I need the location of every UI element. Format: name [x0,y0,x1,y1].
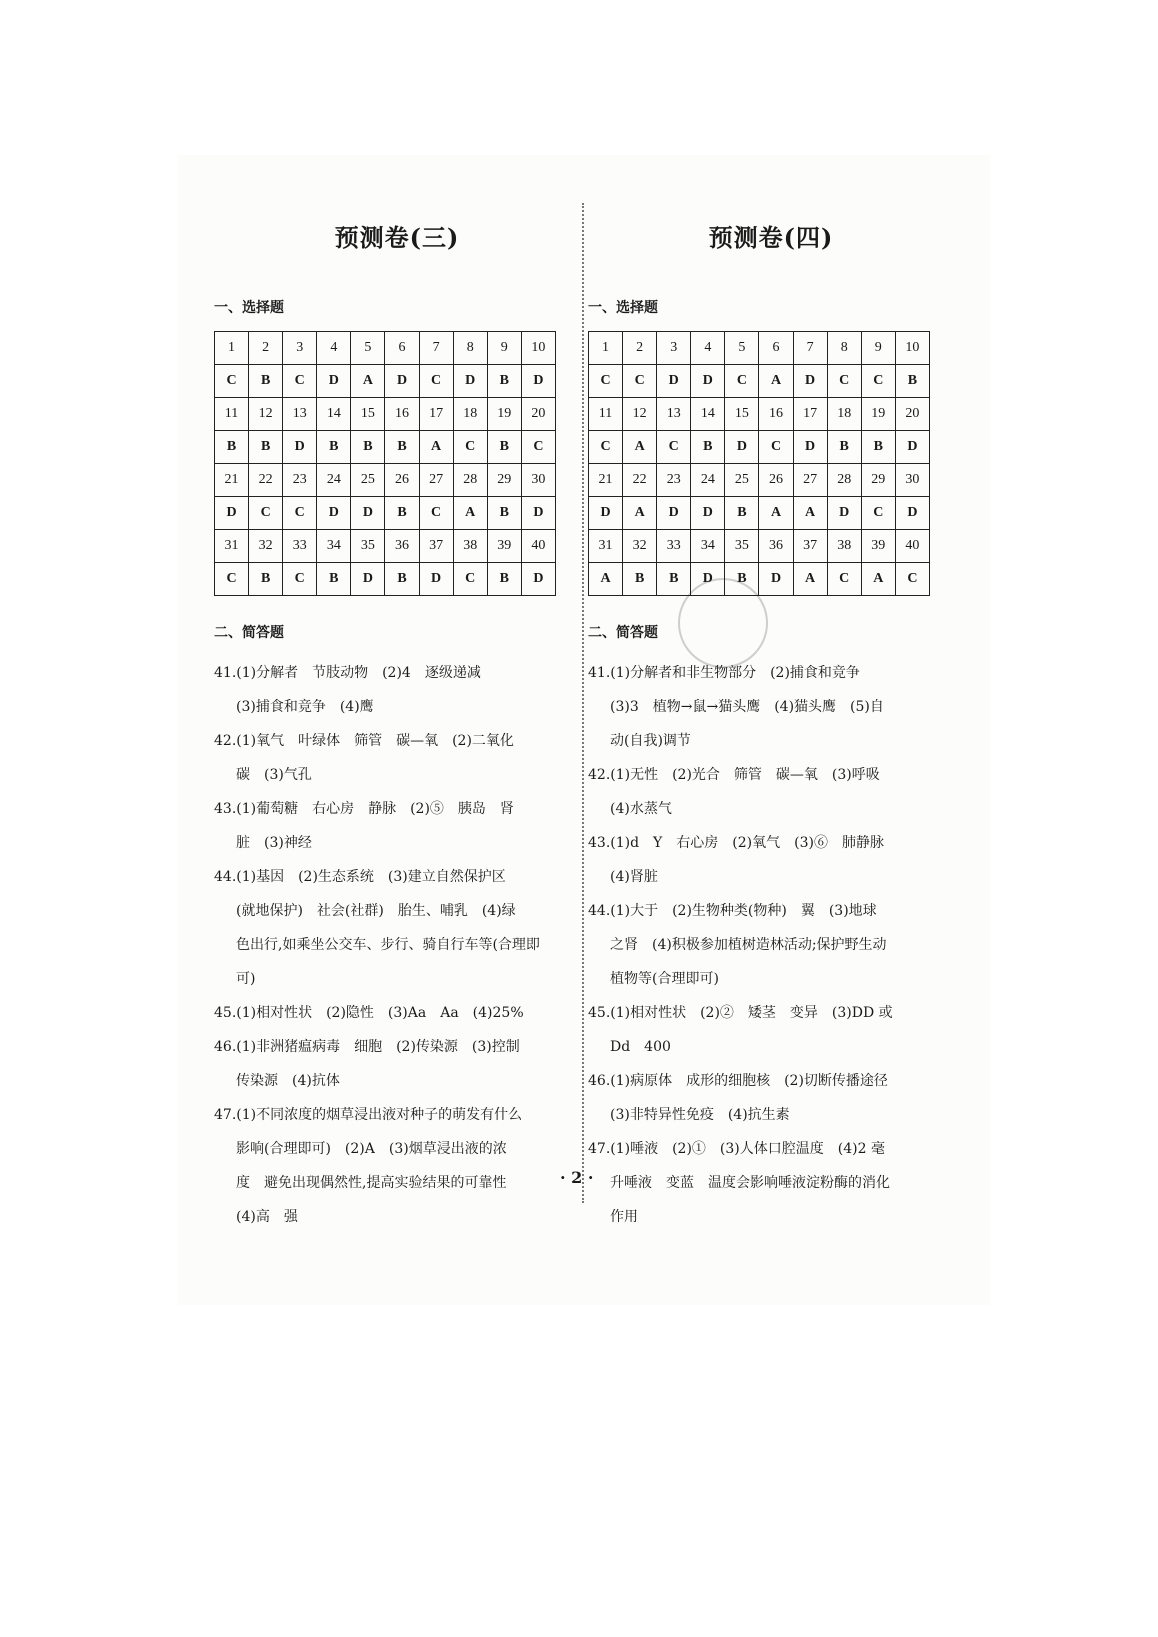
answer-cell: C [283,497,317,530]
number-cell: 36 [385,530,419,563]
number-cell: 18 [827,398,861,431]
answer-line: (就地保护) 社会(社群) 胎生、哺乳 (4)绿 [236,903,516,919]
answer-cell: D [521,365,555,398]
answer-line: 41.(1)分解者和非生物部分 (2)捕食和竞争 [588,665,860,681]
answer-cell: B [249,563,283,596]
number-cell: 27 [419,464,453,497]
number-cell: 28 [827,464,861,497]
right-answers [588,656,946,1234]
answer-line: 42.(1)无性 (2)光合 筛管 碳—氧 (3)呼吸 [588,767,880,783]
number-row [589,332,930,365]
answer-line: 度 避免出现偶然性,提高实验结果的可靠性 [236,1175,507,1191]
number-cell: 2 [623,332,657,365]
number-cell: 32 [623,530,657,563]
answer-row [215,563,556,596]
number-cell: 7 [793,332,827,365]
answer-row [215,431,556,464]
answer-cell: B [861,431,895,464]
number-cell: 6 [385,332,419,365]
number-cell: 6 [759,332,793,365]
number-cell: 24 [317,464,351,497]
page-number: · 2 · [560,1168,594,1187]
answer-cell: A [861,563,895,596]
number-cell: 40 [895,530,929,563]
number-cell: 22 [623,464,657,497]
number-cell: 30 [895,464,929,497]
number-cell: 23 [657,464,691,497]
answer-row [589,497,930,530]
answer-cell: C [623,365,657,398]
number-row [215,332,556,365]
column-divider [582,203,584,1203]
answer-line: 脏 (3)神经 [236,835,312,851]
number-cell: 8 [827,332,861,365]
answer-line: (4)高 强 [236,1209,298,1225]
number-cell: 4 [691,332,725,365]
number-cell: 24 [691,464,725,497]
number-cell: 20 [895,398,929,431]
answer-cell: D [521,563,555,596]
answer-line: 45.(1)相对性状 (2)② 矮茎 变异 (3)DD 或 [588,1005,893,1021]
answer-cell: C [215,365,249,398]
number-cell: 17 [419,398,453,431]
answer-line: 47.(1)唾液 (2)① (3)人体口腔温度 (4)2 毫 [588,1141,885,1157]
answer-row [215,497,556,530]
answer-cell: C [861,365,895,398]
number-cell: 18 [453,398,487,431]
right-title: 预测卷(四) [708,223,834,252]
answer-cell: D [895,431,929,464]
answer-cell: C [895,563,929,596]
answer-line: (3)3 植物→鼠→猫头鹰 (4)猫头鹰 (5)自 [610,699,884,715]
number-cell: 16 [385,398,419,431]
answer-cell: C [453,431,487,464]
answer-line: 传染源 (4)抗体 [236,1073,340,1089]
answer-cell: C [419,497,453,530]
number-cell: 11 [589,398,623,431]
number-cell: 10 [895,332,929,365]
number-cell: 21 [589,464,623,497]
number-cell: 14 [317,398,351,431]
number-cell: 37 [793,530,827,563]
answer-line: 43.(1)葡萄糖 右心房 静脉 (2)⑤ 胰岛 肾 [214,801,514,817]
answer-line: 42.(1)氧气 叶绿体 筛管 碳—氧 (2)二氧化 [214,733,514,749]
answer-cell: A [453,497,487,530]
answer-cell: B [215,431,249,464]
answer-item [588,996,946,1064]
answer-cell: D [521,497,555,530]
number-cell: 9 [861,332,895,365]
right-section2-heading: 二、简答题 [588,625,658,641]
answer-line: 41.(1)分解者 节肢动物 (2)4 逐级递减 [214,665,481,681]
answer-item [588,1132,946,1234]
answer-line: 44.(1)基因 (2)生态系统 (3)建立自然保护区 [214,869,506,885]
answer-line: (3)捕食和竞争 (4)鹰 [236,699,374,715]
number-cell: 22 [249,464,283,497]
answer-cell: A [793,497,827,530]
answer-line: (4)水蒸气 [610,801,672,817]
answer-cell: B [725,497,759,530]
answer-cell: C [453,563,487,596]
answer-cell: D [793,431,827,464]
answer-cell: D [385,365,419,398]
number-cell: 33 [283,530,317,563]
answer-row [589,563,930,596]
answer-item [214,996,572,1030]
left-title: 预测卷(三) [334,223,460,252]
left-column [214,218,572,1234]
answer-row [215,365,556,398]
number-cell: 15 [725,398,759,431]
number-cell: 2 [249,332,283,365]
number-cell: 28 [453,464,487,497]
answer-cell: C [589,431,623,464]
answer-item [214,1030,572,1098]
answer-cell: B [487,431,521,464]
answer-line: 46.(1)非洲猪瘟病毒 细胞 (2)传染源 (3)控制 [214,1039,520,1055]
number-cell: 16 [759,398,793,431]
answer-line: 可) [236,971,256,987]
number-cell: 36 [759,530,793,563]
answer-cell: C [827,563,861,596]
answer-item [214,656,572,724]
answer-item [588,894,946,996]
answer-line: 43.(1)d Y 右心房 (2)氧气 (3)⑥ 肺静脉 [588,835,884,851]
answer-cell: D [215,497,249,530]
right-choice-grid [588,331,930,596]
answer-cell: D [657,365,691,398]
answer-cell: D [317,365,351,398]
number-cell: 32 [249,530,283,563]
number-cell: 35 [351,530,385,563]
number-row [589,398,930,431]
answer-cell: D [351,563,385,596]
answer-cell: B [725,563,759,596]
answer-line: 47.(1)不同浓度的烟草浸出液对种子的萌发有什么 [214,1107,523,1123]
number-cell: 5 [351,332,385,365]
answer-cell: C [657,431,691,464]
answer-cell: D [725,431,759,464]
answer-cell: C [283,365,317,398]
answer-cell: D [283,431,317,464]
answer-line: 之肾 (4)积极参加植树造林活动;保护野生动 [610,937,887,953]
answer-cell: C [215,563,249,596]
number-row [215,398,556,431]
answer-cell: B [657,563,691,596]
number-cell: 3 [657,332,691,365]
answer-cell: A [623,431,657,464]
answer-cell: B [487,497,521,530]
number-row [215,530,556,563]
answer-cell: D [657,497,691,530]
number-cell: 26 [385,464,419,497]
answer-cell: C [861,497,895,530]
answer-cell: B [623,563,657,596]
right-column [588,218,946,1234]
number-cell: 29 [487,464,521,497]
answer-line: Dd 400 [610,1039,671,1055]
number-cell: 1 [215,332,249,365]
number-cell: 39 [861,530,895,563]
answer-cell: A [759,365,793,398]
number-cell: 31 [215,530,249,563]
number-cell: 1 [589,332,623,365]
number-cell: 38 [827,530,861,563]
number-cell: 17 [793,398,827,431]
answer-cell: D [589,497,623,530]
answer-line: 44.(1)大于 (2)生物种类(物种) 翼 (3)地球 [588,903,877,919]
answer-cell: B [385,563,419,596]
answer-line: 色出行,如乘坐公交车、步行、骑自行车等(合理即 [236,937,540,953]
left-choice-grid [214,331,556,596]
answer-line: 动(自我)调节 [610,733,691,749]
answer-cell: D [419,563,453,596]
answer-line: (4)肾脏 [610,869,658,885]
number-cell: 21 [215,464,249,497]
answer-cell: B [385,431,419,464]
number-cell: 9 [487,332,521,365]
answer-cell: A [419,431,453,464]
number-cell: 12 [249,398,283,431]
answer-cell: A [351,365,385,398]
answer-cell: B [691,431,725,464]
left-section1-heading: 一、选择题 [214,300,284,316]
answer-cell: C [725,365,759,398]
answer-cell: B [351,431,385,464]
answer-line: 作用 [610,1209,638,1225]
answer-line: 45.(1)相对性状 (2)隐性 (3)Aa Aa (4)25% [214,1005,524,1021]
number-cell: 25 [725,464,759,497]
answer-cell: D [453,365,487,398]
number-cell: 5 [725,332,759,365]
answer-line: 碳 (3)气孔 [236,767,312,783]
number-cell: 23 [283,464,317,497]
number-cell: 3 [283,332,317,365]
number-cell: 26 [759,464,793,497]
number-cell: 11 [215,398,249,431]
number-cell: 27 [793,464,827,497]
number-cell: 19 [861,398,895,431]
answer-cell: D [759,563,793,596]
answer-cell: D [691,563,725,596]
number-cell: 29 [861,464,895,497]
right-section1-heading: 一、选择题 [588,300,658,316]
answer-cell: A [623,497,657,530]
answer-item [214,1098,572,1234]
number-row [215,464,556,497]
answer-cell: D [351,497,385,530]
answer-cell: B [827,431,861,464]
answer-cell: D [317,497,351,530]
answer-cell: D [895,497,929,530]
answer-item [588,826,946,894]
number-row [589,464,930,497]
number-cell: 31 [589,530,623,563]
answer-cell: B [317,431,351,464]
left-section2-heading: 二、简答题 [214,625,284,641]
number-cell: 34 [317,530,351,563]
number-cell: 13 [283,398,317,431]
number-cell: 33 [657,530,691,563]
number-cell: 25 [351,464,385,497]
answer-cell: A [793,563,827,596]
number-cell: 40 [521,530,555,563]
number-row [589,530,930,563]
number-cell: 37 [419,530,453,563]
number-cell: 35 [725,530,759,563]
number-cell: 10 [521,332,555,365]
answer-cell: B [249,365,283,398]
answer-item [214,792,572,860]
number-cell: 12 [623,398,657,431]
number-cell: 7 [419,332,453,365]
answer-item [588,656,946,758]
answer-cell: B [487,365,521,398]
number-cell: 8 [453,332,487,365]
answer-cell: C [759,431,793,464]
answer-cell: B [249,431,283,464]
answer-line: 46.(1)病原体 成形的细胞核 (2)切断传播途径 [588,1073,888,1089]
answer-line: 升唾液 变蓝 温度会影响唾液淀粉酶的消化 [610,1175,890,1191]
answer-cell: D [691,497,725,530]
number-cell: 4 [317,332,351,365]
number-cell: 13 [657,398,691,431]
answer-row [589,431,930,464]
answer-cell: D [793,365,827,398]
number-cell: 34 [691,530,725,563]
answer-cell: C [827,365,861,398]
number-cell: 14 [691,398,725,431]
number-cell: 38 [453,530,487,563]
number-cell: 39 [487,530,521,563]
answer-item [214,724,572,792]
number-cell: 20 [521,398,555,431]
answer-item [588,1064,946,1132]
number-cell: 30 [521,464,555,497]
answer-item [588,758,946,826]
answer-cell: A [589,563,623,596]
answer-line: 影响(合理即可) (2)A (3)烟草浸出液的浓 [236,1141,507,1157]
answer-cell: B [385,497,419,530]
answer-cell: D [691,365,725,398]
answer-cell: C [419,365,453,398]
answer-row [589,365,930,398]
answer-cell: D [827,497,861,530]
left-answers [214,656,572,1234]
number-cell: 15 [351,398,385,431]
answer-item [214,860,572,996]
answer-cell: B [487,563,521,596]
answer-cell: B [317,563,351,596]
answer-cell: B [895,365,929,398]
answer-line: (3)非特异性免疫 (4)抗生素 [610,1107,790,1123]
answer-cell: A [759,497,793,530]
number-cell: 19 [487,398,521,431]
answer-cell: C [283,563,317,596]
answer-cell: C [249,497,283,530]
answer-cell: C [521,431,555,464]
answer-line: 植物等(合理即可) [610,971,719,987]
answer-cell: C [589,365,623,398]
